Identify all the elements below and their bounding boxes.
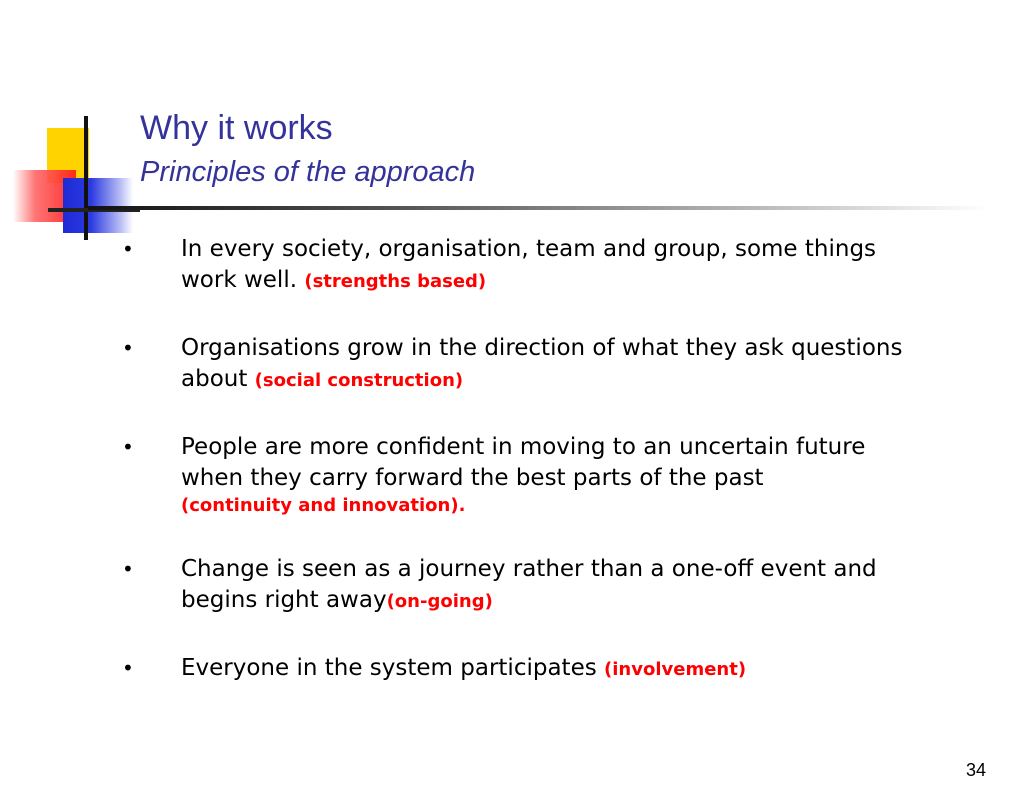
bullet-item <box>118 653 918 685</box>
bullet-tag: (social construction) <box>254 370 464 391</box>
bullet-tag: (continuity and innovation). <box>181 495 466 516</box>
page-number: 34 <box>966 760 987 780</box>
bullet-tag: (on-going) <box>386 591 493 612</box>
bullet-text: Everyone in the system participates <box>181 655 605 681</box>
bullet-item <box>118 432 918 518</box>
bullet-text: Organisations grow in the direction of what they ask questions about <box>181 335 903 392</box>
bullet-item <box>118 234 918 297</box>
bullet-dot-icon: • <box>122 557 134 581</box>
slide-title: Why it works <box>140 109 333 147</box>
bullet-dot-icon: • <box>122 237 134 261</box>
bullet-dot-icon: • <box>122 336 134 360</box>
bullet-text: In every society, organisation, team and group, some things work well. <box>181 236 877 293</box>
bullet-tag: (strengths based) <box>304 271 487 292</box>
decorative-logo <box>0 110 140 245</box>
bullet-item <box>118 554 918 617</box>
bullet-list <box>118 234 918 685</box>
vertical-line-decoration <box>84 116 88 240</box>
bullet-text: People are more confident in moving to an uncertain future when they carry forward the best parts of the past <box>181 434 866 491</box>
bullet-text: Change is seen as a journey rather than a one-off event and begins right away <box>181 556 877 613</box>
bullet-dot-icon: • <box>122 656 134 680</box>
title-underline-rule <box>88 206 988 210</box>
slide-subtitle: Principles of the approach <box>140 156 476 188</box>
bullet-dot-icon: • <box>122 435 134 459</box>
bullet-tag: (involvement) <box>604 659 747 680</box>
bullet-item <box>118 333 918 396</box>
